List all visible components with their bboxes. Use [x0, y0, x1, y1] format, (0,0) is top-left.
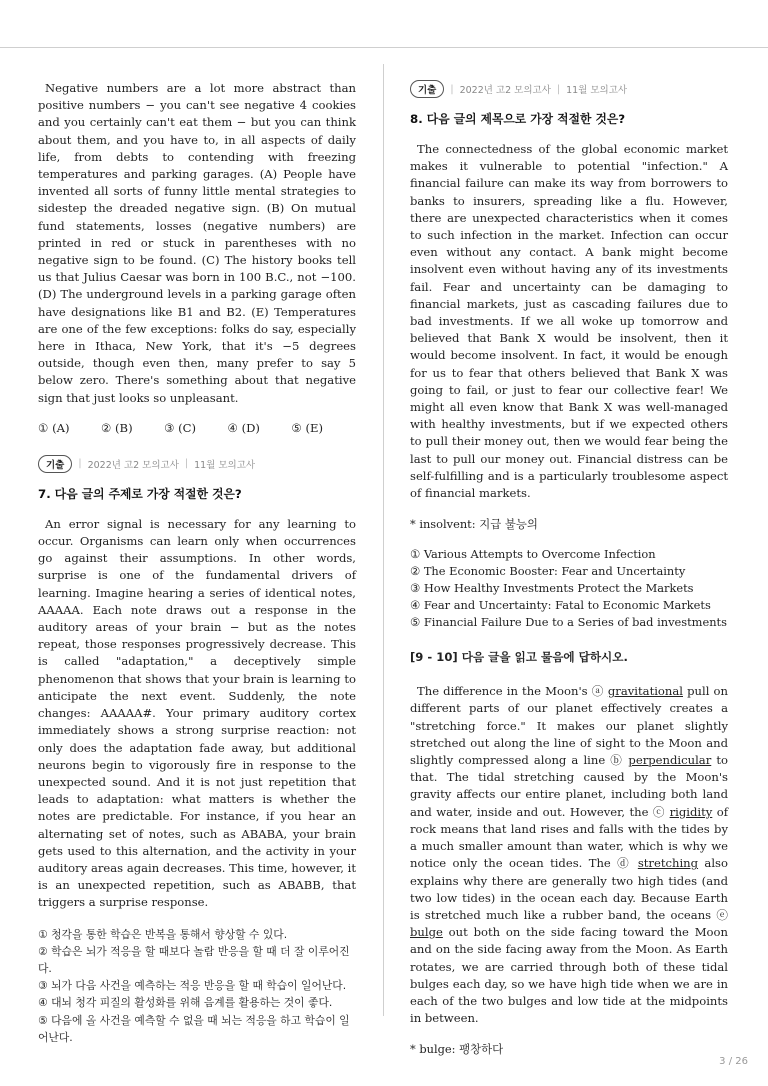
exam-badge: 기출: [410, 80, 444, 98]
q7-options: [38, 926, 356, 1046]
choice-4[interactable]: ④ (D): [227, 420, 260, 435]
q8-option-5[interactable]: ⑤ Financial Failure Due to a Series of bad investments: [410, 615, 727, 630]
right-column: [410, 80, 728, 1071]
q9-10-gloss: * bulge: 팽창하다: [410, 1042, 504, 1057]
q9-10-heading: [9 - 10] 다음 글을 읽고 물음에 답하시오.: [410, 650, 628, 665]
underlined-perpendicular: perpendicular: [628, 753, 712, 768]
q7-option-5[interactable]: ⑤ 다음에 올 사건을 예측할 수 없을 때 뇌는 적응을 하고 학습이 일어난다.: [38, 1013, 350, 1044]
q7-option-2[interactable]: ② 학습은 뇌가 적응을 할 때보다 놀람 반응을 할 때 더 잘 이루어진다.: [38, 944, 350, 975]
q8-title: 8. 다음 글의 제목으로 가장 적절한 것은?: [410, 112, 626, 126]
q8-option-3[interactable]: ③ How Healthy Investments Protect the Markets: [410, 581, 694, 596]
q8-options: [410, 546, 728, 631]
marker-c: ⓒ: [652, 804, 666, 819]
q8-option-1[interactable]: ① Various Attempts to Overcome Infection: [410, 547, 656, 562]
q7-tagline: 기출 | 2022년 고2 모의고사 | 11월 모의고사: [38, 455, 356, 473]
left-column: [38, 80, 356, 1046]
marker-d: ⓓ: [617, 856, 632, 871]
header-rule: [0, 47, 768, 48]
exam-source: 2022년 고2 모의고사: [87, 459, 179, 471]
choice-3[interactable]: ③ (C): [164, 420, 197, 435]
q8-passage: The connectedness of the global economic market makes it vulnerable to potential "infection." A financial failure can make its way from borrowers to banks to insurers, spreading like a flu. However, there are unexpected characteristics when it comes to such infection in the market. Infection can occur even without any contact. A bank might become insolvent even without having any of its investments fail. Fear and uncertainty can be damaging to financial markets, just as cascading failures due to bad investments. If we all woke up tomorrow and believed that Bank X would be insolvent, then it would become insolvent. In fact, it would be enough for us to fear that others believed that Bank X was going to fail, or just to fear our collective fear! We might all even know that Bank X was well-managed with healthy investments, but if we expected others to pull their money out, then we would fear being the last to pull our money out. Financial distress can be self-fulfilling and is a particularly troublesome aspect of financial markets.: [410, 142, 728, 501]
q6-choices: [38, 421, 323, 435]
q8-gloss: * insolvent: 지급 불능의: [410, 517, 538, 532]
q6-passage: Negative numbers are a lot more abstract than positive numbers − you can't see negative 4 cookies and you certainly can't eat them − but you can think about them, and you have to, in all aspects of daily life, from debts to contending with freezing temperatures and parking garages. (A) People have invented all sorts of funny little mental strategies to sidestep the dreaded negative sign. (B) On mutual fund statements, losses (negative numbers) are printed in red or stuck in parentheses with no negative sign to be found. (C) The history books tell us that Julius Caesar was born in 100 B.C., not −100. (D) The underground levels in a parking garage often have designations like B1 and B2. (E) Temperatures are one of the few exceptions: folks do say, especially here in Ithaca, New York, that it's −5 degrees outside, though even then, many prefer to say 5 below zero. There's something about that negative sign that just looks so unpleasant.: [38, 81, 356, 405]
page-number: 3 / 26: [719, 1056, 748, 1067]
q7-option-3[interactable]: ③ 뇌가 다음 사건을 예측하는 적응 반응을 할 때 학습이 일어난다.: [38, 979, 347, 993]
exam-badge: 기출: [38, 455, 72, 473]
q7-option-4[interactable]: ④ 대뇌 청각 피질의 활성화를 위해 음계를 활용하는 것이 좋다.: [38, 996, 333, 1010]
underlined-bulge: bulge: [410, 925, 443, 940]
q7-title: 7. 다음 글의 주제로 가장 적절한 것은?: [38, 486, 242, 501]
q8-option-4[interactable]: ④ Fear and Uncertainty: Fatal to Economic Markets: [410, 598, 711, 613]
q8-option-2[interactable]: ② The Economic Booster: Fear and Uncertainty: [410, 564, 686, 579]
choice-5[interactable]: ⑤ (E): [291, 420, 323, 435]
exam-month: 11월 모의고사: [194, 459, 256, 471]
q7-passage: An error signal is necessary for any learning to occur. Organisms can learn only when occurrences go against their assumptions. In other words, surprise is one of the fundamental drivers of learning. Imagine hearing a series of identical notes, AAAAA. Each note draws out a response in the auditory areas of your brain − but as the notes repeat, those responses progressively decrease. This is called "adaptation," a deceptively simple phenomenon that shows that your brain is learning to anticipate the next event. Suddenly, the note changes: AAAAA#. Your primary auditory cortex immediately shows a strong surprise reaction: not only does the adaptation fade away, but additional neurons begin to vigorously fire in response to the unexpected sound. And it is not just repetition that leads to adaptation: what matters is whether the notes are predictable. For instance, if you hear an alternating set of notes, such as ABABA, your brain gets used to this alternation, and the activity in your auditory areas again decreases. This time, however, it is an unexpected repetition, such as ABABB, that triggers a surprise response.: [38, 516, 356, 910]
underlined-gravitational: gravitational: [607, 684, 683, 699]
marker-b: ⓑ: [610, 753, 624, 768]
q7-option-1[interactable]: ① 청각을 통한 학습은 반복을 통해서 향상할 수 있다.: [38, 927, 288, 941]
marker-e: ⓔ: [716, 907, 728, 922]
choice-1[interactable]: ① (A): [38, 420, 70, 435]
marker-a: ⓐ: [591, 684, 604, 699]
choice-2[interactable]: ② (B): [100, 420, 133, 435]
underlined-stretching: stretching: [637, 856, 699, 871]
q9-10-passage: The difference in the Moon's ⓐ gravitational pull on different parts of our planet effectively creates a "stretching force." It makes our planet slightly stretched out along the line of sight to the Moon and slightly compressed along a line ⓑ perpendicular to that. The tidal stretching caused by the Moon's gravity affects our entire planet, including both land and water, inside and out. However, the ⓒ rigidity of rock means that land rises and falls with the tides by a much smaller amount than water, which is why we notice only the ocean tides. The ⓓ stretching also explains why there are generally two high tides (and two low tides) in the ocean each day. Because Earth is stretched much like a rubber band, the oceans ⓔ bulge out both on the side facing toward the Moon and on the side facing away from the Moon. As Earth rotates, we are carried through both of these tidal bulges each day, so we have high tide when we are in each of the two bulges and low tide at the midpoints in between.: [410, 684, 728, 1026]
exam-month: 11월 모의고사: [566, 85, 628, 96]
column-divider: [383, 64, 384, 1016]
exam-source: 2022년 고2 모의고사: [459, 85, 551, 96]
underlined-rigidity: rigidity: [669, 804, 713, 819]
q8-tagline: 기출 | 2022년 고2 모의고사 | 11월 모의고사: [410, 80, 728, 98]
